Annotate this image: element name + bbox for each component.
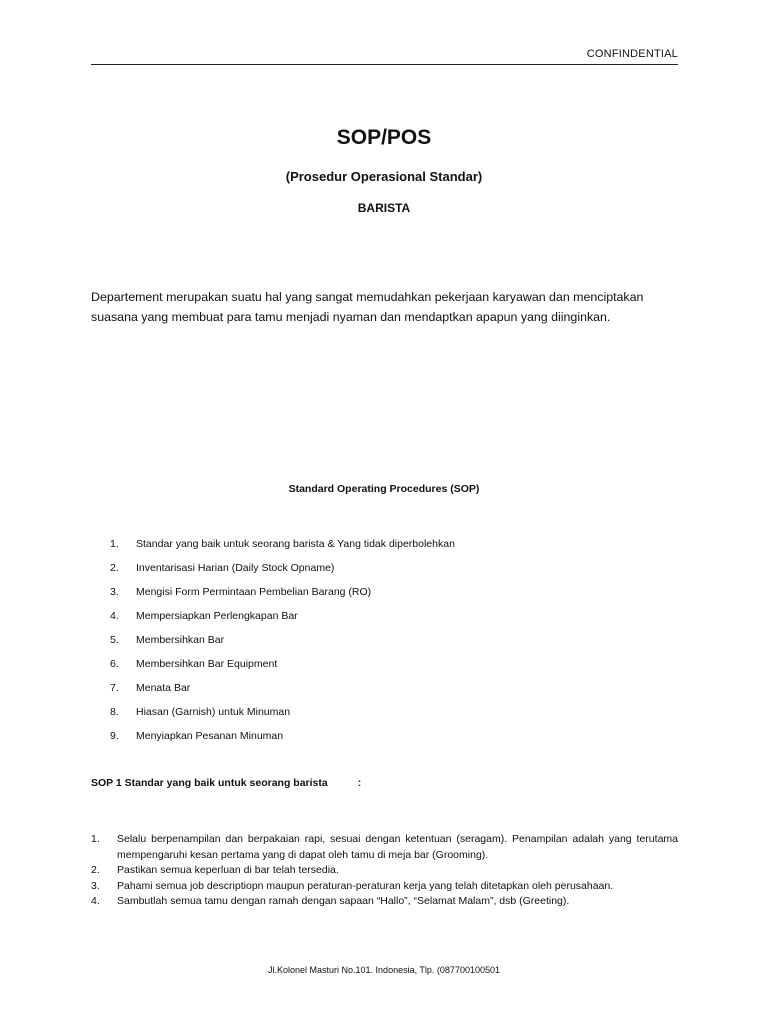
sop1-heading-colon: : bbox=[357, 777, 362, 789]
list-item: 5. Membersihkan Bar bbox=[110, 634, 225, 646]
list-item: 7. Menata Bar bbox=[110, 682, 191, 694]
section-heading: Standard Operating Procedures (SOP) bbox=[288, 483, 480, 495]
intro-paragraph: Departement merupakan suatu hal yang sangat memudahkan pekerjaan karyawan dan menciptakan suasana yang membuat para tamu menjadi nyaman dan mendaptkan apapun yang diinginkan. bbox=[91, 290, 644, 324]
list-item: 1. Standar yang baik untuk seorang barista & Yang tidak diperbolehkan bbox=[110, 538, 455, 550]
list-item: 3. Pahami semua job descriptiopn maupun peraturan-peraturan kerja yang telah ditetapkan oleh perusahaan. bbox=[91, 879, 614, 892]
list-item: 8. Hiasan (Garnish) untuk Minuman bbox=[110, 706, 291, 718]
document-title: SOP/POS bbox=[336, 126, 432, 149]
list-item: 9. Menyiapkan Pesanan Minuman bbox=[110, 730, 284, 742]
list-item: 3. Mengisi Form Permintaan Pembelian Barang (RO) bbox=[110, 586, 372, 598]
sop1-heading bbox=[91, 777, 361, 789]
list-item: 2. Pastikan semua keperluan di bar telah tersedia. bbox=[91, 864, 339, 876]
list-item: 4. Sambutlah semua tamu dengan ramah dengan sapaan “Hallo”, “Selamat Malam”, dsb (Greeting). bbox=[91, 895, 570, 907]
page-footer: Jl.Kolonel Masturi No.101. Indonesia, Tlp. (087700100501 bbox=[268, 965, 500, 975]
page-header bbox=[91, 48, 678, 65]
list-item: 2. Inventarisasi Harian (Daily Stock Opname) bbox=[110, 562, 335, 574]
document-role: BARISTA bbox=[357, 201, 411, 215]
list-item: 4. Mempersiapkan Perlengkapan Bar bbox=[110, 610, 298, 622]
list-item: 6. Membersihkan Bar Equipment bbox=[110, 658, 278, 670]
sop1-heading-text: SOP 1 Standar yang baik untuk seorang barista bbox=[91, 777, 328, 789]
document-subtitle: (Prosedur Operasional Standar) bbox=[285, 169, 483, 184]
confidential-label: CONFINDENTIAL bbox=[586, 48, 678, 60]
sop1-rules-list bbox=[91, 832, 678, 910]
list-item: 1. Selalu berpenampilan dan berpakaian rapi, sesuai dengan ketentuan (seragam). Penampilan adalah yang terutama mempengaruhi kesan pertama yang di dapat oleh tamu di meja bar (Grooming). bbox=[91, 833, 678, 861]
sop-list bbox=[110, 537, 455, 753]
